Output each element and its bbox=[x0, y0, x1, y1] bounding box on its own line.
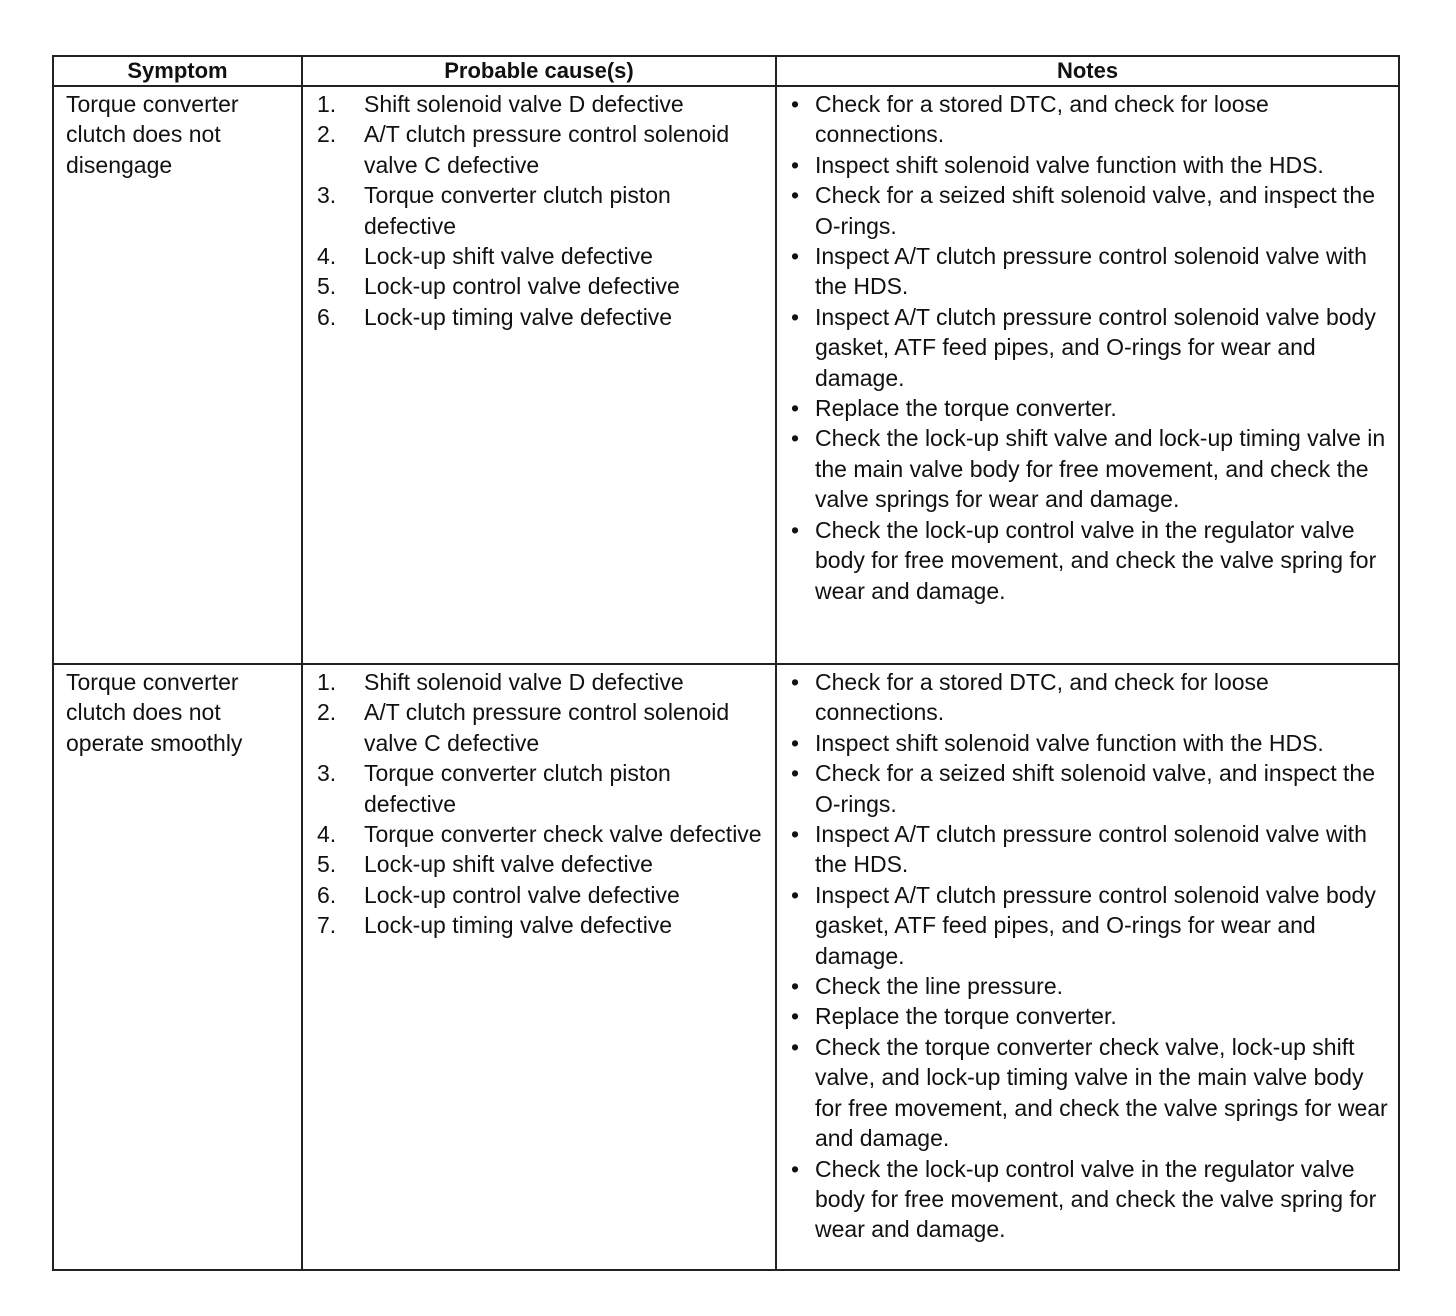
cause-item bbox=[317, 910, 769, 940]
cause-text: A/T clutch pressure control solenoid valve C defective bbox=[364, 699, 730, 756]
cause-number: 4. bbox=[317, 243, 337, 270]
cause-text: Torque converter clutch piston defective bbox=[364, 760, 671, 817]
note-item bbox=[789, 302, 1392, 393]
cause-number: 2. bbox=[317, 121, 337, 148]
note-item bbox=[789, 1154, 1392, 1245]
note-item bbox=[789, 180, 1392, 241]
note-text: Check for a seized shift solenoid valve, and inspect the O-rings. bbox=[815, 182, 1375, 239]
note-text: Inspect A/T clutch pressure control solenoid valve with the HDS. bbox=[815, 243, 1367, 300]
bullet-icon: • bbox=[791, 91, 800, 117]
notes-list bbox=[789, 667, 1392, 1245]
note-item bbox=[789, 971, 1392, 1001]
note-text: Check the lock-up control valve in the regulator valve body for free movement, and check the valve spring for wear and damage. bbox=[815, 516, 1377, 604]
causes-cell bbox=[302, 664, 776, 1270]
cause-text: A/T clutch pressure control solenoid valve C defective bbox=[364, 121, 730, 178]
bullet-icon: • bbox=[791, 1033, 800, 1060]
cause-number: 3. bbox=[317, 182, 337, 209]
bullet-icon: • bbox=[791, 729, 800, 756]
note-item bbox=[789, 150, 1392, 180]
notes-cell bbox=[776, 664, 1399, 1270]
cause-number: 5. bbox=[317, 851, 337, 878]
note-item bbox=[789, 1032, 1392, 1154]
header-probable-causes: Probable cause(s) bbox=[302, 56, 776, 86]
note-item bbox=[789, 880, 1392, 971]
note-text: Check for a stored DTC, and check for loose connections. bbox=[815, 91, 1269, 148]
cause-number: 6. bbox=[317, 881, 337, 908]
cause-item bbox=[317, 758, 769, 819]
cause-text: Torque converter clutch piston defective bbox=[364, 182, 671, 239]
cause-number: 1. bbox=[317, 669, 337, 695]
cause-text: Torque converter check valve defective bbox=[364, 821, 762, 848]
note-item bbox=[789, 241, 1392, 302]
cause-number: 1. bbox=[317, 91, 337, 117]
note-item bbox=[789, 423, 1392, 514]
cause-item bbox=[317, 302, 769, 332]
notes-cell bbox=[776, 86, 1399, 664]
note-text: Replace the torque converter. bbox=[815, 1003, 1117, 1030]
cause-text: Lock-up control valve defective bbox=[364, 881, 680, 908]
note-item bbox=[789, 728, 1392, 758]
note-item bbox=[789, 819, 1392, 880]
cause-text: Shift solenoid valve D defective bbox=[364, 669, 684, 695]
bullet-icon: • bbox=[791, 182, 800, 209]
note-text: Check the lock-up control valve in the regulator valve body for free movement, and check the valve spring for wear and damage. bbox=[815, 1155, 1377, 1243]
note-item bbox=[789, 1001, 1392, 1031]
note-text: Check the torque converter check valve, lock-up shift valve, and lock-up timing valve in the main valve body for free movement, and check the valve springs for wear and damage. bbox=[815, 1033, 1388, 1152]
note-item bbox=[789, 758, 1392, 819]
bullet-icon: • bbox=[791, 303, 800, 330]
note-text: Check for a seized shift solenoid valve, and inspect the O-rings. bbox=[815, 760, 1375, 817]
bullet-icon: • bbox=[791, 516, 800, 543]
bullet-icon: • bbox=[791, 243, 800, 270]
bullet-icon: • bbox=[791, 760, 800, 787]
cause-item bbox=[317, 271, 769, 301]
notes-list bbox=[789, 89, 1392, 606]
cause-text: Shift solenoid valve D defective bbox=[364, 91, 684, 117]
bullet-icon: • bbox=[791, 425, 800, 452]
note-item bbox=[789, 393, 1392, 423]
cause-number: 7. bbox=[317, 912, 337, 939]
header-notes: Notes bbox=[776, 56, 1399, 86]
cause-item bbox=[317, 180, 769, 241]
cause-item bbox=[317, 819, 769, 849]
cause-text: Lock-up control valve defective bbox=[364, 273, 680, 300]
note-text: Inspect shift solenoid valve function with the HDS. bbox=[815, 729, 1324, 756]
note-item bbox=[789, 515, 1392, 606]
table-row bbox=[53, 86, 1399, 664]
header-symptom: Symptom bbox=[53, 56, 302, 86]
bullet-icon: • bbox=[791, 881, 800, 908]
cause-text: Lock-up timing valve defective bbox=[364, 303, 673, 330]
cause-number: 5. bbox=[317, 273, 337, 300]
symptom-cell: Torque converter clutch does not disengage bbox=[53, 86, 302, 664]
note-text: Check the lock-up shift valve and lock-up timing valve in the main valve body for free movement, and check the valve springs for wear and damage. bbox=[815, 425, 1386, 513]
cause-item bbox=[317, 849, 769, 879]
cause-item bbox=[317, 119, 769, 180]
bullet-icon: • bbox=[791, 669, 800, 695]
cause-item bbox=[317, 241, 769, 271]
cause-text: Lock-up shift valve defective bbox=[364, 851, 653, 878]
cause-number: 2. bbox=[317, 699, 337, 726]
note-item bbox=[789, 667, 1392, 728]
cause-text: Lock-up shift valve defective bbox=[364, 243, 653, 270]
note-text: Inspect A/T clutch pressure control solenoid valve with the HDS. bbox=[815, 821, 1367, 878]
note-text: Inspect A/T clutch pressure control solenoid valve body gasket, ATF feed pipes, and O-rings for wear and damage. bbox=[815, 881, 1376, 969]
cause-number: 3. bbox=[317, 760, 337, 787]
cause-number: 6. bbox=[317, 303, 337, 330]
note-text: Check the line pressure. bbox=[815, 973, 1064, 1000]
cause-item bbox=[317, 667, 769, 697]
cause-text: Lock-up timing valve defective bbox=[364, 912, 673, 939]
causes-cell bbox=[302, 86, 776, 664]
causes-list bbox=[315, 667, 769, 941]
troubleshooting-table bbox=[52, 55, 1400, 1271]
note-text: Replace the torque converter. bbox=[815, 395, 1117, 422]
cause-item bbox=[317, 880, 769, 910]
note-text: Check for a stored DTC, and check for loose connections. bbox=[815, 669, 1269, 726]
note-text: Inspect shift solenoid valve function with the HDS. bbox=[815, 151, 1324, 178]
bullet-icon: • bbox=[791, 1155, 800, 1182]
symptom-cell: Torque converter clutch does not operate smoothly bbox=[53, 664, 302, 1270]
header-row bbox=[53, 56, 1399, 86]
cause-item bbox=[317, 697, 769, 758]
bullet-icon: • bbox=[791, 151, 800, 178]
note-text: Inspect A/T clutch pressure control solenoid valve body gasket, ATF feed pipes, and O-rings for wear and damage. bbox=[815, 303, 1376, 391]
bullet-icon: • bbox=[791, 395, 800, 422]
table-row bbox=[53, 664, 1399, 1270]
cause-number: 4. bbox=[317, 821, 337, 848]
bullet-icon: • bbox=[791, 821, 800, 848]
cause-item bbox=[317, 89, 769, 119]
causes-list bbox=[315, 89, 769, 332]
bullet-icon: • bbox=[791, 1003, 800, 1030]
bullet-icon: • bbox=[791, 973, 800, 1000]
note-item bbox=[789, 89, 1392, 150]
